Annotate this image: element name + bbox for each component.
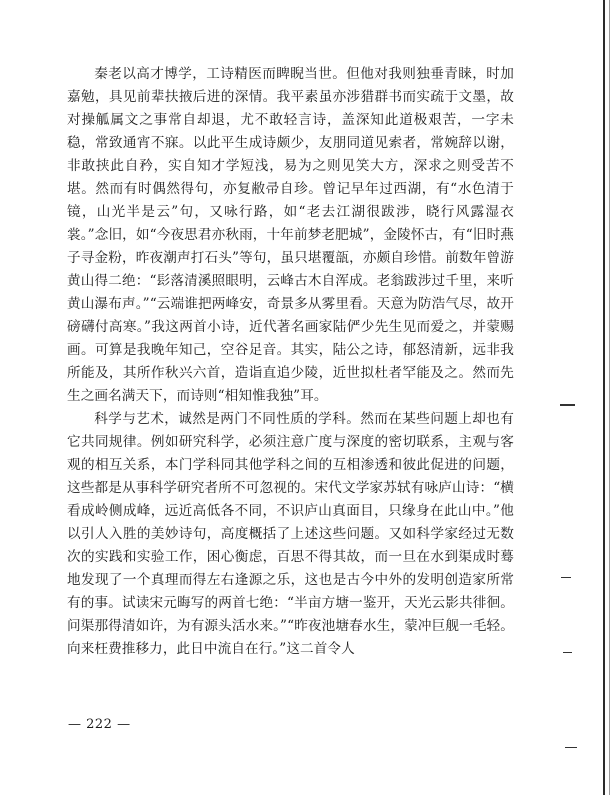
margin-mark: [563, 652, 572, 653]
page-edge-shadow: [609, 0, 610, 795]
margin-mark: [561, 577, 571, 578]
page-edge-border: [603, 0, 605, 795]
margin-mark: [560, 404, 575, 406]
margin-mark: [565, 747, 577, 748]
paragraph-text-2: 科学与艺术，诚然是两门不同性质的学科。然而在某些问题上却也有它共同规律。例如研究科学，必须注意广度与深度的密切联系，主观与客观的相互关系，本门学科同其他学科之间的互相渗透和彼此促进的问题，这些都是从事科学研究者所不可忽视的。宋代文学家苏轼有咏庐山诗：“横看成岭侧成峰，远近高低各不同，不识庐山真面目，只缘身在此山中。”他以引人入胜的美妙诗句，高度概括了上述这些问题。又如科学家经过无数次的实践和实验工作，困心衡虑，百思不得其故，而一旦在水到渠成时蓦地发现了一个真理而得左右逢源之乐，这也是古今中外的发明创造家所常有的事。试读宋元晦写的两首七绝：“半亩方塘一鉴开，天光云影共徘徊。问渠那得清如许，为有源头活水来。”“昨夜池塘春水生，蒙冲巨舰一毛轻。向来枉费推移力，此日中流自在行。”这二首令人: [67, 411, 514, 657]
body-text: [67, 63, 514, 661]
paragraph-text-1: 秦老以高才博学，工诗精医而睥睨当世。但他对我则独垂青睐，时加嘉勉，具见前辈扶掖后进的深情。我平素虽亦涉猎群书而实疏于文墨，故对操觚属文之事常自却退，尤不敢轻言诗，盖深知此道极艰苦，一字未稳，常致通宵不寐。以此平生成诗颇少，友朋同道见索者，常婉辞以谢，非敢挟此自矜，实自知才学短浅，易为之则见笑大方，深求之则受苦不堪。然而有时偶然得句，亦复敝帚自珍。曾记早年过西湖，有“水色清于镜，山光半是云”句，又咏行路，如“老去江湖很跋涉，晓行风露湿衣裳。”念旧，如“今夜思君亦秋雨，十年前梦老肥城”，金陵怀古，有“旧时燕子寻金粉，昨夜潮声打石头”等句，虽只堪覆瓿，亦颇自珍惜。前数年曾游黄山得二绝：“髟落清溪照眼明，云峰古木自浑成。老翁跋涉过千里，来听黄山瀑布声。”“云端谁把两峰安，奇景多从雾里看。天意为防浩气尽，故开磅礴付高寒。”我这两首小诗，近代著名画家陆俨少先生见而爱之，并蒙赐画。可算是我晚年知己，空谷足音。其实，陆公之诗，郁怒清新，远非我所能及，其所作秋兴六首，造诣直追少陵，近世拟杜者罕能及之。然而先生之画名满天下，而诗则“相知惟我独”耳。: [67, 66, 514, 404]
paragraph: [67, 63, 514, 408]
paragraph: [67, 408, 514, 661]
page-number: — 222 —: [68, 717, 131, 732]
